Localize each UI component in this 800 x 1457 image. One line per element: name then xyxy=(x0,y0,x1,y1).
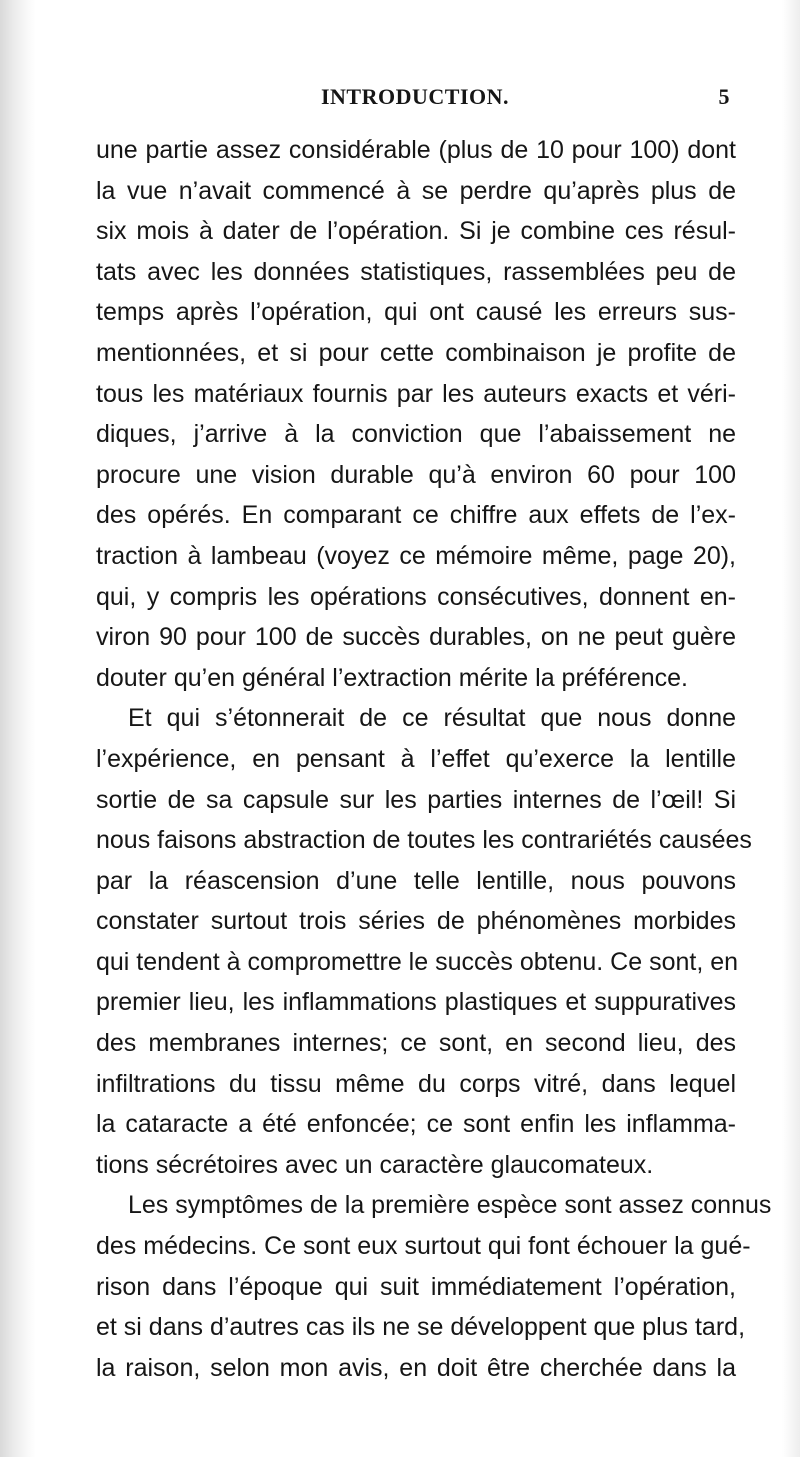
page-number: 5 xyxy=(718,84,730,109)
text-line: infiltrations du tissu même du corps vitré, dans lequel xyxy=(96,1069,736,1098)
text-line: tats avec les données statistiques, rassemblées peu de xyxy=(96,257,736,286)
page-edge-shadow xyxy=(0,0,36,1457)
text-line: viron 90 pour 100 de succès durables, on ne peut guère xyxy=(96,623,736,652)
body-text xyxy=(96,130,772,1388)
page-edge-right xyxy=(782,0,800,1457)
text-line: traction à lambeau (voyez ce mémoire même, page 20), xyxy=(96,541,736,570)
text-line: qui tendent à compromettre le succès obtenu. Ce sont, en xyxy=(96,947,739,976)
text-line: rison dans l’époque qui suit immédiatement l’opération, xyxy=(96,1272,736,1301)
text-line: des opérés. En comparant ce chiffre aux effets de l’ex- xyxy=(96,501,736,530)
text-line: la raison, selon mon avis, en doit être cherchée dans la xyxy=(96,1353,736,1382)
text-line: qui, y compris les opérations consécutives, donnent en- xyxy=(96,582,736,611)
text-line: mentionnées, et si pour cette combinaison je profite de xyxy=(96,338,736,367)
text-line: constater surtout trois séries de phénomènes morbides xyxy=(96,907,736,936)
running-head xyxy=(100,78,730,110)
text-line: des membranes internes; ce sont, en second lieu, des xyxy=(96,1029,736,1058)
text-line: une partie assez considérable (plus de 10 pour 100) dont xyxy=(96,136,736,164)
text-line: sortie de sa capsule sur les parties internes de l’œil! Si xyxy=(96,785,736,814)
text-line: six mois à dater de l’opération. Si je combine ces résul- xyxy=(96,217,736,246)
text-line: des médecins. Ce sont eux surtout qui font échouer la gué- xyxy=(96,1232,751,1261)
text-line: diques, j’arrive à la conviction que l’abaissement ne xyxy=(96,420,736,449)
text-line: la vue n’avait commencé à se perdre qu’après plus de xyxy=(96,176,736,205)
text-line: Les symptômes de la première espèce sont assez connus xyxy=(128,1191,772,1220)
text-line: nous faisons abstraction de toutes les contrariétés causées xyxy=(96,826,752,855)
text-line: par la réascension d’une telle lentille, nous pouvons xyxy=(96,866,736,895)
text-line: premier lieu, les inflammations plastiques et suppuratives xyxy=(96,988,736,1017)
text-line: et si dans d’autres cas ils ne se développent que plus tard, xyxy=(96,1313,746,1342)
text-line: procure une vision durable qu’à environ 60 pour 100 xyxy=(96,460,736,489)
text-line: l’expérience, en pensant à l’effet qu’exerce la lentille xyxy=(96,744,736,773)
text-line: douter qu’en général l’extraction mérite la préférence. xyxy=(96,663,689,692)
text-line: tions sécrétoires avec un caractère glaucomateux. xyxy=(96,1150,654,1179)
running-title: INTRODUCTION. xyxy=(320,84,510,109)
text-line: tous les matériaux fournis par les auteurs exacts et véri- xyxy=(96,379,736,408)
text-line: Et qui s’étonnerait de ce résultat que nous donne xyxy=(128,704,736,733)
text-line: la cataracte a été enfoncée; ce sont enfin les inflamma- xyxy=(96,1110,736,1139)
text-line: temps après l’opération, qui ont causé les erreurs sus- xyxy=(96,298,736,327)
